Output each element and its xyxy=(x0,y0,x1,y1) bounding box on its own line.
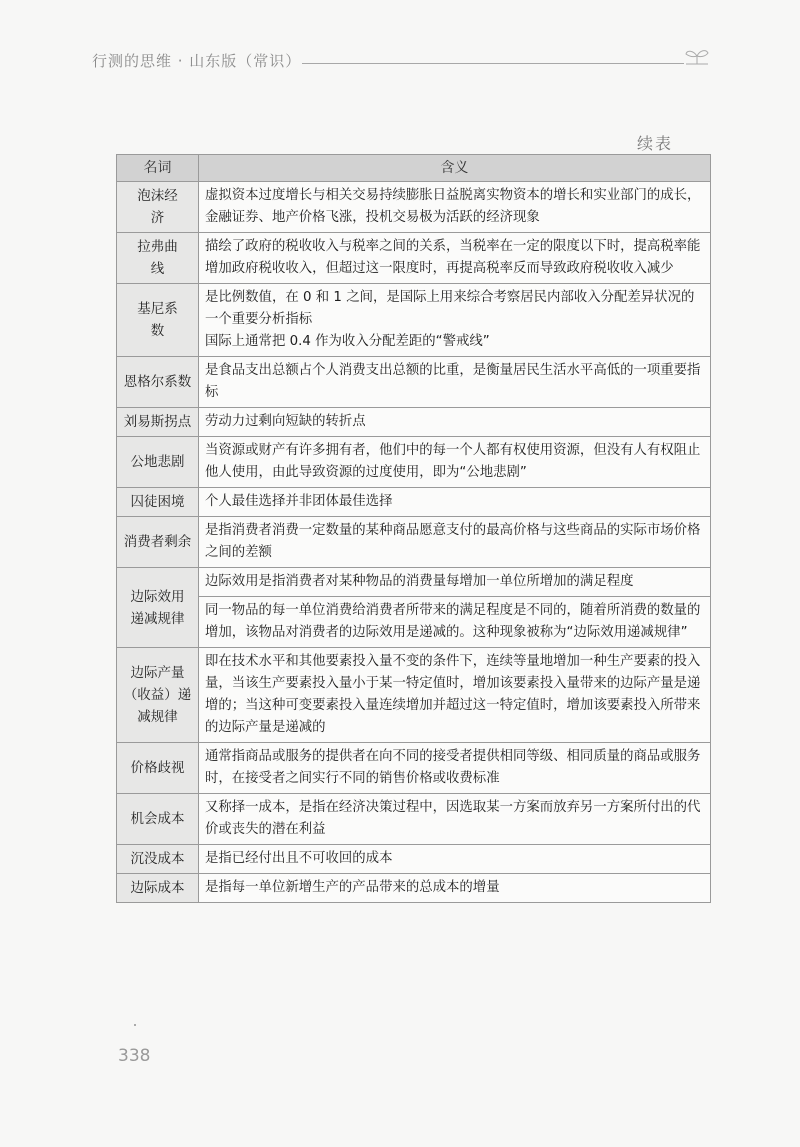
running-header xyxy=(92,46,712,76)
definition-cell: 劳动力过剩向短缺的转折点 xyxy=(199,408,711,437)
definition-cell: 是食品支出总额占个人消费支出总额的比重，是衡量居民生活水平高低的一项重要指标 xyxy=(199,357,711,408)
stray-mark xyxy=(134,1024,136,1026)
term-cell: 边际效用递减规律 xyxy=(117,568,199,648)
definition-cell: 同一物品的每一单位消费给消费者所带来的满足程度是不同的，随着所消费的数量的增加，该物品对消费者的边际效用是递减的。这种现象被称为“边际效用递减规律” xyxy=(199,597,711,648)
term-cell: 沉没成本 xyxy=(117,845,199,874)
table-row xyxy=(117,743,711,794)
definition-line: 国际上通常把 0.4 作为收入分配差距的“警戒线” xyxy=(205,334,490,349)
table-row xyxy=(117,408,711,437)
table-row xyxy=(117,794,711,845)
definition-line: 是比例数值，在 0 和 1 之间，是国际上用来综合考察居民内部收入分配差异状况的一个重要分析指标 xyxy=(205,290,695,327)
term-cell: 机会成本 xyxy=(117,794,199,845)
header-rule xyxy=(302,63,684,64)
term-cell: 价格歧视 xyxy=(117,743,199,794)
definition-cell: 是指已经付出且不可收回的成本 xyxy=(199,845,711,874)
table-row xyxy=(117,597,711,648)
table-row xyxy=(117,284,711,357)
term-cell: 囚徒困境 xyxy=(117,488,199,517)
table-row xyxy=(117,517,711,568)
table-row xyxy=(117,182,711,233)
definition-cell: 是指每一单位新增生产的产品带来的总成本的增量 xyxy=(199,874,711,903)
column-header-meaning: 含义 xyxy=(199,155,711,182)
glossary-table xyxy=(116,154,711,903)
page-number: 338 xyxy=(118,1046,151,1066)
header-title: 行测的思维 · 山东版（常识） xyxy=(92,52,302,70)
definition-cell: 即在技术水平和其他要素投入量不变的条件下，连续等量地增加一种生产要素的投入量，当该生产要素投入量小于某一特定值时，增加该要素投入量带来的边际产量是递增的；当这种可变要素投入量连续增加并超过这一特定值时，增加该要素投入所带来的边际产量是递减的 xyxy=(199,648,711,743)
definition-cell: 个人最佳选择并非团体最佳选择 xyxy=(199,488,711,517)
definition-cell: 通常指商品或服务的提供者在向不同的接受者提供相同等级、相同质量的商品或服务时，在接受者之间实行不同的销售价格或收费标准 xyxy=(199,743,711,794)
term-cell: 基尼系数 xyxy=(117,284,199,357)
continued-label: 续表 xyxy=(637,134,674,153)
table-row xyxy=(117,568,711,597)
term-cell: 边际产量（收益）递减规律 xyxy=(117,648,199,743)
sprout-icon xyxy=(682,46,712,70)
term-cell: 拉弗曲线 xyxy=(117,233,199,284)
table-row xyxy=(117,357,711,408)
definition-cell xyxy=(199,284,711,357)
definition-cell: 边际效用是指消费者对某种物品的消费量每增加一单位所增加的满足程度 xyxy=(199,568,711,597)
column-header-term: 名词 xyxy=(117,155,199,182)
table-row xyxy=(117,648,711,743)
table-header-row xyxy=(117,155,711,182)
table-row xyxy=(117,233,711,284)
term-cell: 刘易斯拐点 xyxy=(117,408,199,437)
term-cell: 恩格尔系数 xyxy=(117,357,199,408)
term-cell: 公地悲剧 xyxy=(117,437,199,488)
table-row xyxy=(117,488,711,517)
term-cell: 泡沫经济 xyxy=(117,182,199,233)
definition-cell: 虚拟资本过度增长与相关交易持续膨胀日益脱离实物资本的增长和实业部门的成长，金融证券、地产价格飞涨，投机交易极为活跃的经济现象 xyxy=(199,182,711,233)
table-row xyxy=(117,437,711,488)
term-cell: 消费者剩余 xyxy=(117,517,199,568)
table-row xyxy=(117,845,711,874)
definition-cell: 是指消费者消费一定数量的某种商品愿意支付的最高价格与这些商品的实际市场价格之间的差额 xyxy=(199,517,711,568)
definition-cell: 当资源或财产有许多拥有者，他们中的每一个人都有权使用资源，但没有人有权阻止他人使用，由此导致资源的过度使用，即为“公地悲剧” xyxy=(199,437,711,488)
definition-cell: 描绘了政府的税收收入与税率之间的关系，当税率在一定的限度以下时，提高税率能增加政府税收收入，但超过这一限度时，再提高税率反而导致政府税收收入减少 xyxy=(199,233,711,284)
term-cell: 边际成本 xyxy=(117,874,199,903)
definition-cell: 又称择一成本，是指在经济决策过程中，因选取某一方案而放弃另一方案所付出的代价或丧失的潜在利益 xyxy=(199,794,711,845)
table-row xyxy=(117,874,711,903)
